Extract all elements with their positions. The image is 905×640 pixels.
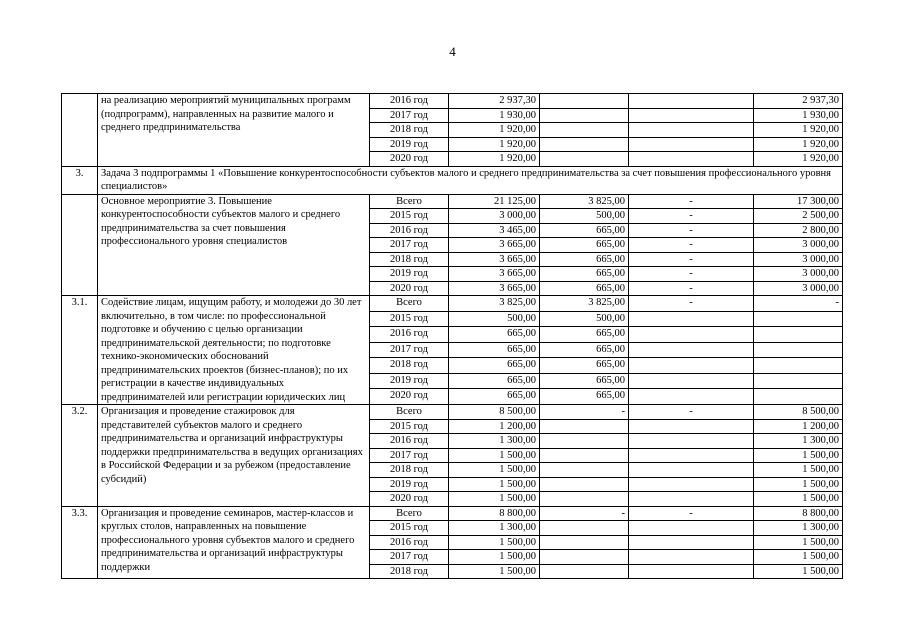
federal-budget-cell: 1 500,00 (754, 448, 843, 463)
regional-budget-cell: 665,00 (540, 342, 629, 358)
regional-budget-cell: 665,00 (540, 252, 629, 267)
year-cell: Всего (370, 506, 449, 521)
year-cell: 2018 год (370, 252, 449, 267)
regional-budget-cell (540, 463, 629, 478)
year-cell: 2016 год (370, 434, 449, 449)
year-cell: Всего (370, 405, 449, 420)
regional-budget-cell (540, 434, 629, 449)
year-cell: 2017 год (370, 448, 449, 463)
year-cell: 2018 год (370, 123, 449, 138)
total-amount-cell: 3 665,00 (449, 252, 540, 267)
total-amount-cell: 665,00 (449, 327, 540, 343)
regional-budget-cell (540, 152, 629, 167)
total-amount-cell: 1 500,00 (449, 463, 540, 478)
total-amount-cell: 3 465,00 (449, 223, 540, 238)
total-amount-cell: 3 665,00 (449, 238, 540, 253)
year-cell: 2019 год (370, 267, 449, 282)
year-cell: 2017 год (370, 550, 449, 565)
regional-budget-cell (540, 564, 629, 579)
year-cell: 2017 год (370, 108, 449, 123)
table-row (62, 296, 843, 312)
total-amount-cell: 1 930,00 (449, 108, 540, 123)
regional-budget-cell (540, 521, 629, 536)
year-cell: 2017 год (370, 342, 449, 358)
total-amount-cell: 1 920,00 (449, 123, 540, 138)
total-amount-cell: 3 000,00 (449, 209, 540, 224)
regional-budget-cell: 665,00 (540, 327, 629, 343)
municipal-budget-cell (629, 123, 754, 138)
total-amount-cell: 3 665,00 (449, 281, 540, 296)
municipal-budget-cell (629, 94, 754, 109)
activity-name: на реализацию мероприятий муниципальных программ (подпрограмм), направленных на развитие малого и среднего предпринимательства (98, 94, 370, 167)
row-number (62, 94, 98, 167)
year-cell: 2015 год (370, 521, 449, 536)
total-amount-cell: 1 920,00 (449, 152, 540, 167)
year-cell: Всего (370, 194, 449, 209)
federal-budget-cell: 8 800,00 (754, 506, 843, 521)
federal-budget-cell (754, 342, 843, 358)
table-row (62, 94, 843, 109)
federal-budget-cell (754, 358, 843, 374)
federal-budget-cell: 3 000,00 (754, 238, 843, 253)
municipal-budget-cell (629, 311, 754, 327)
regional-budget-cell (540, 419, 629, 434)
municipal-budget-cell (629, 358, 754, 374)
year-cell: Всего (370, 296, 449, 312)
year-cell: 2015 год (370, 209, 449, 224)
total-amount-cell: 1 300,00 (449, 434, 540, 449)
regional-budget-cell (540, 492, 629, 507)
row-number: 3.2. (62, 405, 98, 507)
total-amount-cell: 1 300,00 (449, 521, 540, 536)
federal-budget-cell (754, 373, 843, 389)
year-cell: 2018 год (370, 358, 449, 374)
total-amount-cell: 665,00 (449, 342, 540, 358)
federal-budget-cell: 1 920,00 (754, 152, 843, 167)
regional-budget-cell: 500,00 (540, 209, 629, 224)
federal-budget-cell: 1 920,00 (754, 123, 843, 138)
municipal-budget-cell: - (629, 194, 754, 209)
municipal-budget-cell: - (629, 267, 754, 282)
regional-budget-cell (540, 108, 629, 123)
federal-budget-cell: 8 500,00 (754, 405, 843, 420)
regional-budget-cell (540, 123, 629, 138)
year-cell: 2018 год (370, 564, 449, 579)
year-cell: 2016 год (370, 94, 449, 109)
federal-budget-cell: 1 200,00 (754, 419, 843, 434)
federal-budget-cell: 1 500,00 (754, 564, 843, 579)
federal-budget-cell: 1 500,00 (754, 463, 843, 478)
page-number: 4 (449, 44, 456, 59)
regional-budget-cell: 665,00 (540, 267, 629, 282)
municipal-budget-cell (629, 419, 754, 434)
total-amount-cell: 1 500,00 (449, 492, 540, 507)
task-title: Задача 3 подпрограммы 1 «Повышение конкурентоспособности субъектов малого и среднего предпринимательства за счет повышения профессионального уровня специалистов» (98, 166, 843, 194)
total-amount-cell: 665,00 (449, 358, 540, 374)
municipal-budget-cell (629, 108, 754, 123)
activity-name: Организация и проведение семинаров, мастер-классов и круглых столов, направленных на повышение профессионального уровня субъектов малого и среднего предпринимательства и организаций инфраструктуры поддержки (98, 506, 370, 579)
municipal-budget-cell (629, 463, 754, 478)
federal-budget-cell: 3 000,00 (754, 267, 843, 282)
total-amount-cell: 1 500,00 (449, 535, 540, 550)
regional-budget-cell: 500,00 (540, 311, 629, 327)
total-amount-cell: 3 665,00 (449, 267, 540, 282)
year-cell: 2017 год (370, 238, 449, 253)
row-number (62, 194, 98, 296)
total-amount-cell: 3 825,00 (449, 296, 540, 312)
regional-budget-cell: 665,00 (540, 389, 629, 405)
regional-budget-cell: - (540, 506, 629, 521)
municipal-budget-cell (629, 137, 754, 152)
municipal-budget-cell (629, 152, 754, 167)
table-row (62, 194, 843, 209)
regional-budget-cell (540, 137, 629, 152)
total-amount-cell: 1 200,00 (449, 419, 540, 434)
year-cell: 2015 год (370, 419, 449, 434)
regional-budget-cell: - (540, 405, 629, 420)
federal-budget-cell: 3 000,00 (754, 281, 843, 296)
municipal-budget-cell (629, 550, 754, 565)
year-cell: 2018 год (370, 463, 449, 478)
activity-name: Основное мероприятие 3. Повышение конкурентоспособности субъектов малого и среднего предпринимательства за счет повышения профессионального уровня специалистов (98, 194, 370, 296)
total-amount-cell: 1 500,00 (449, 550, 540, 565)
federal-budget-cell: 1 500,00 (754, 550, 843, 565)
total-amount-cell: 1 500,00 (449, 564, 540, 579)
year-cell: 2016 год (370, 327, 449, 343)
activity-name: Содействие лицам, ищущим работу, и молодежи до 30 лет включительно, в том числе: по профессиональной подготовке и обучению с целью организации предпринимательской деятельности; по подготовке технико-экономических обоснований предпринимательских проектов (бизнес-планов); по их регистрации в качестве индивидуальных предпринимателей или регистрации юридических лиц (98, 296, 370, 405)
regional-budget-cell (540, 550, 629, 565)
municipal-budget-cell: - (629, 238, 754, 253)
year-cell: 2016 год (370, 223, 449, 238)
municipal-budget-cell (629, 373, 754, 389)
total-amount-cell: 21 125,00 (449, 194, 540, 209)
municipal-budget-cell (629, 492, 754, 507)
year-cell: 2020 год (370, 281, 449, 296)
total-amount-cell: 8 500,00 (449, 405, 540, 420)
federal-budget-cell: 1 300,00 (754, 434, 843, 449)
municipal-budget-cell (629, 448, 754, 463)
federal-budget-cell: 2 500,00 (754, 209, 843, 224)
task-row (62, 166, 843, 194)
municipal-budget-cell: - (629, 405, 754, 420)
regional-budget-cell (540, 535, 629, 550)
regional-budget-cell: 665,00 (540, 223, 629, 238)
regional-budget-cell: 665,00 (540, 238, 629, 253)
table-body (62, 94, 843, 579)
municipal-budget-cell (629, 342, 754, 358)
year-cell: 2016 год (370, 535, 449, 550)
federal-budget-cell: 1 920,00 (754, 137, 843, 152)
year-cell: 2020 год (370, 492, 449, 507)
total-amount-cell: 8 800,00 (449, 506, 540, 521)
municipal-budget-cell (629, 535, 754, 550)
total-amount-cell: 665,00 (449, 373, 540, 389)
municipal-budget-cell: - (629, 296, 754, 312)
federal-budget-cell: 17 300,00 (754, 194, 843, 209)
federal-budget-cell (754, 327, 843, 343)
year-cell: 2019 год (370, 477, 449, 492)
federal-budget-cell: 1 500,00 (754, 477, 843, 492)
federal-budget-cell: 1 300,00 (754, 521, 843, 536)
activity-name: Организация и проведение стажировок для представителей субъектов малого и среднего предпринимательства и организаций инфраструктуры поддержки предпринимательства в ведущих организациях в Российской Федерации и за рубежом (предоставление субсидий) (98, 405, 370, 507)
federal-budget-cell: 1 500,00 (754, 492, 843, 507)
program-table (61, 93, 843, 579)
total-amount-cell: 2 937,30 (449, 94, 540, 109)
municipal-budget-cell: - (629, 506, 754, 521)
municipal-budget-cell (629, 327, 754, 343)
regional-budget-cell (540, 448, 629, 463)
federal-budget-cell: 2 937,30 (754, 94, 843, 109)
year-cell: 2020 год (370, 152, 449, 167)
table-row (62, 405, 843, 420)
municipal-budget-cell: - (629, 281, 754, 296)
federal-budget-cell: 3 000,00 (754, 252, 843, 267)
federal-budget-cell: 1 930,00 (754, 108, 843, 123)
total-amount-cell: 1 500,00 (449, 448, 540, 463)
regional-budget-cell: 665,00 (540, 373, 629, 389)
year-cell: 2019 год (370, 137, 449, 152)
row-number: 3.1. (62, 296, 98, 405)
regional-budget-cell: 3 825,00 (540, 296, 629, 312)
regional-budget-cell: 665,00 (540, 281, 629, 296)
municipal-budget-cell (629, 434, 754, 449)
federal-budget-cell (754, 389, 843, 405)
municipal-budget-cell (629, 564, 754, 579)
total-amount-cell: 665,00 (449, 389, 540, 405)
municipal-budget-cell (629, 389, 754, 405)
regional-budget-cell: 3 825,00 (540, 194, 629, 209)
federal-budget-cell: 1 500,00 (754, 535, 843, 550)
federal-budget-cell: 2 800,00 (754, 223, 843, 238)
municipal-budget-cell (629, 477, 754, 492)
municipal-budget-cell: - (629, 252, 754, 267)
row-number: 3.3. (62, 506, 98, 579)
year-cell: 2020 год (370, 389, 449, 405)
total-amount-cell: 1 500,00 (449, 477, 540, 492)
total-amount-cell: 1 920,00 (449, 137, 540, 152)
municipal-budget-cell: - (629, 223, 754, 238)
year-cell: 2015 год (370, 311, 449, 327)
municipal-budget-cell (629, 521, 754, 536)
regional-budget-cell: 665,00 (540, 358, 629, 374)
federal-budget-cell (754, 311, 843, 327)
federal-budget-cell: - (754, 296, 843, 312)
municipal-budget-cell: - (629, 209, 754, 224)
regional-budget-cell (540, 94, 629, 109)
row-number: 3. (62, 166, 98, 194)
total-amount-cell: 500,00 (449, 311, 540, 327)
table-row (62, 506, 843, 521)
regional-budget-cell (540, 477, 629, 492)
year-cell: 2019 год (370, 373, 449, 389)
